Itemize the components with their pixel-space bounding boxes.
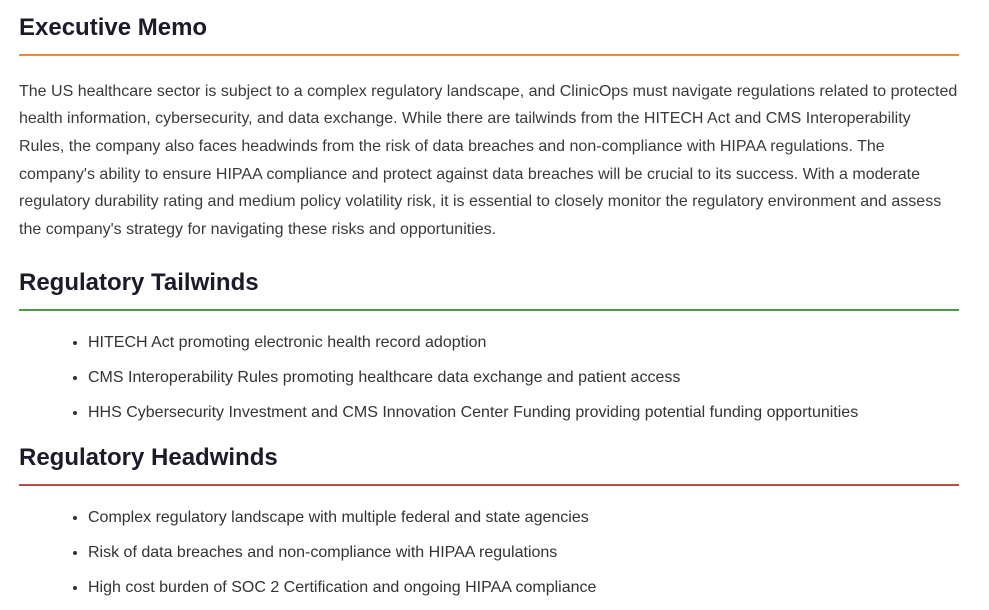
- document-page: [19, 0, 959, 597]
- headwinds-list: [19, 508, 959, 597]
- regulatory-headwinds-heading: Regulatory Headwinds: [19, 444, 278, 472]
- regulatory-tailwinds-heading: Regulatory Tailwinds: [19, 269, 259, 297]
- tailwind-item: • CMS Interoperability Rules promoting healthcare data exchange and patient access: [88, 368, 959, 387]
- headwind-item: • Risk of data breaches and non-compliance with HIPAA regulations: [88, 543, 959, 562]
- headwind-item: • High cost burden of SOC 2 Certification and ongoing HIPAA compliance: [88, 578, 959, 597]
- headwind-item: • Complex regulatory landscape with multiple federal and state agencies: [88, 508, 959, 527]
- tailwinds-list: [19, 333, 959, 422]
- tailwind-item: • HITECH Act promoting electronic health record adoption: [88, 333, 959, 352]
- memo-body-text: The US healthcare sector is subject to a complex regulatory landscape, and ClinicOps must navigate regulations related to protected health information, cybersecurity, and data exchange. While there are tailwinds from the HITECH Act and CMS Interoperability Rules, the company also faces headwinds from the risk of data breaches and non-compliance with HIPAA regulations. The company's ability to ensure HIPAA compliance and protect against data breaches will be crucial to its success. With a moderate regulatory durability rating and medium policy volatility risk, it is essential to closely monitor the regulatory environment and assess the company's strategy for navigating these risks and opportunities.: [19, 82, 958, 238]
- memo-divider: [19, 54, 959, 56]
- tailwind-item: • HHS Cybersecurity Investment and CMS Innovation Center Funding providing potential funding opportunities: [88, 403, 959, 422]
- tailwinds-divider: [19, 309, 959, 311]
- headwinds-divider: [19, 484, 959, 486]
- executive-memo-heading: Executive Memo: [19, 14, 208, 41]
